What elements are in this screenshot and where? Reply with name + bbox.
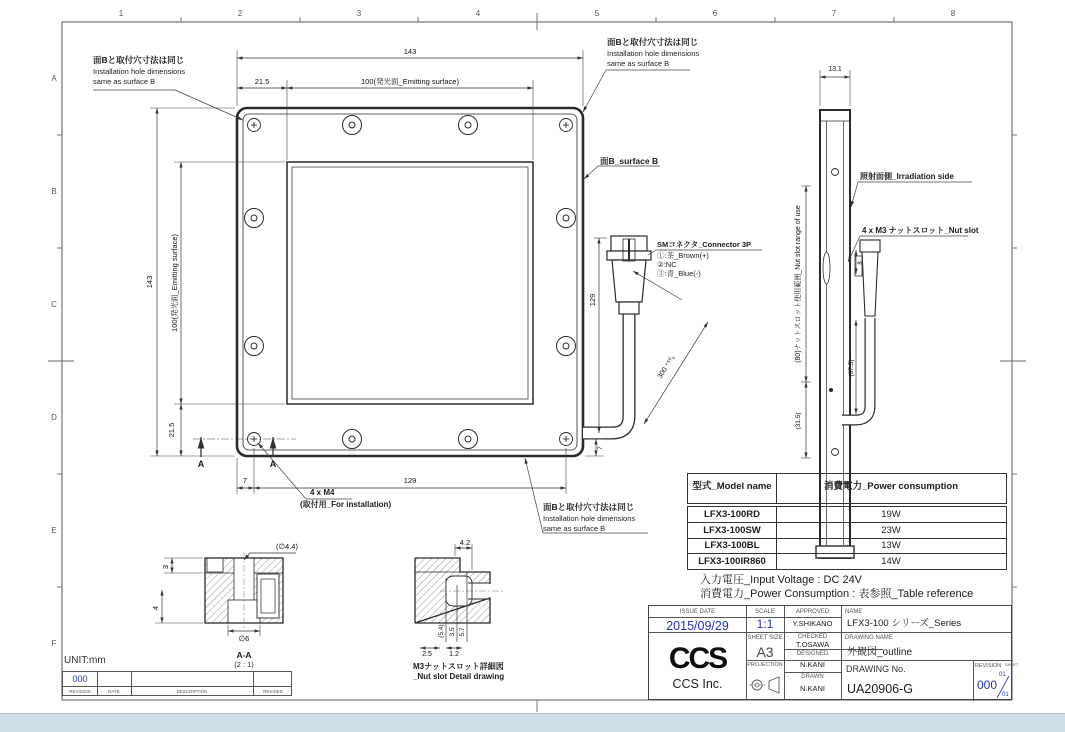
frame-col: 7: [831, 9, 837, 18]
section-mark-a-right: A: [269, 459, 277, 469]
company-name: CCS Inc.: [672, 677, 723, 691]
section-aa-view: [205, 552, 283, 630]
frame-col: 2: [237, 9, 243, 18]
table-row-power: 19W: [881, 509, 901, 520]
label-connector-pin2: ②:NC: [657, 260, 677, 269]
frame-row: C: [51, 300, 57, 309]
issue-date-value: 2015/09/29: [666, 619, 729, 633]
approved-value: Y.SHIKANO: [792, 619, 833, 628]
note-same-as-b-topright-en1: Installation hole dimensions: [607, 49, 700, 58]
frame-row: A: [51, 74, 57, 83]
section-mark-a-left: A: [197, 459, 205, 469]
dim-cable-7: 7: [597, 446, 604, 450]
issue-date-label: ISSUE DATE: [679, 609, 716, 615]
front-view: [237, 108, 583, 456]
designed-label: DESIGNED: [796, 651, 829, 657]
revision-history-revision-label: REVISION: [69, 689, 91, 694]
revision-value: 000: [977, 678, 998, 692]
dim-nd-5-4: (5.4): [438, 624, 445, 638]
third-angle-projection-symbol: [748, 672, 782, 698]
dim-nd-5-7: 5.7: [459, 627, 466, 637]
frame-col: 8: [950, 9, 956, 18]
dim-aa-4-4: (∅4.4): [276, 542, 298, 551]
sheet-size-label: SHEET SIZE: [747, 635, 783, 641]
note-power-consumption: 消費電力_Power Consumption : 表参照_Table reference: [700, 588, 974, 600]
sheet-size-value: A3: [756, 644, 774, 660]
note-same-as-b-bottom-en2: same as surface B: [543, 524, 606, 533]
drawn-label: DRAWN: [801, 674, 824, 680]
dim-nd-2-5: 2.5: [422, 651, 432, 658]
power-table-header: [687, 473, 1007, 504]
dim-front-top-21-5: 21.5: [254, 77, 270, 86]
note-same-as-b-topright-en2: same as surface B: [607, 59, 670, 68]
note-same-as-b-bottom-en1: Installation hole dimensions: [543, 514, 636, 523]
frame-row: F: [51, 639, 57, 648]
dim-nd-3-5: 3.5: [449, 627, 456, 637]
frame-col: 4: [475, 9, 481, 18]
label-irradiation-side: 照射面側_Irradiation side: [860, 172, 954, 181]
drawing-name-value: 外観図_outline: [847, 647, 913, 658]
table-row-model: LFX3-100IR860: [698, 555, 766, 567]
checked-label: CHECKED: [797, 634, 828, 640]
dim-aa-6: ∅6: [238, 634, 250, 643]
unit-label: UNIT:mm: [64, 655, 106, 666]
projection-label: PROJECTION: [747, 662, 783, 668]
drawn-value: N.KANI: [799, 684, 825, 693]
ccs-logo: CCS: [668, 642, 727, 675]
title-block: [648, 605, 1019, 700]
revision-history-date-label: DATE: [108, 689, 120, 694]
dim-front-bottom-129: 129: [403, 476, 417, 485]
note-nut-range: (80)ナットスロット使用範囲_Nut slot range of use: [795, 205, 802, 363]
power-table-body: [687, 506, 1007, 570]
dim-front-left-143: 143: [145, 275, 154, 289]
label-connector-pin1: ①:茶_Brown(+): [657, 251, 709, 260]
dim-front-bottom-7: 7: [242, 476, 248, 485]
nut-slot-detail-view: [415, 556, 505, 623]
label-connector-pin3: ③:青_Blue(-): [657, 269, 701, 278]
drawing-no-label: DRAWING No.: [846, 664, 906, 674]
drawing-no-value: UA20906-G: [847, 682, 914, 696]
frame-col: 6: [712, 9, 718, 18]
scale-label: SCALE: [755, 609, 775, 615]
label-connector-title: SMコネクタ_Connector 3P: [657, 240, 752, 249]
frame-row: B: [51, 187, 57, 196]
revision-history-description-label: DESCRIPTION: [176, 689, 208, 694]
dim-side-67-5: (67.5): [848, 359, 855, 377]
sm-connector-front: [607, 236, 651, 314]
frame-row: D: [51, 413, 57, 422]
label-section-aa: A-A: [236, 650, 252, 660]
frame-col: 5: [594, 9, 600, 18]
dim-side-13-1: 13.1: [828, 66, 842, 73]
revision-history-revised-label: REVISED: [263, 689, 283, 694]
dim-front-left-21-5: 21.5: [167, 422, 176, 438]
note-same-as-b-topleft-en1: Installation hole dimensions: [93, 67, 186, 76]
dim-side-31-5: (31.5): [795, 412, 802, 430]
label-section-scale: (2 : 1): [234, 660, 254, 669]
dim-front-top-143: 143: [403, 47, 417, 56]
table-row-model: LFX3-100RD: [704, 509, 760, 520]
table-row-power: 13W: [881, 540, 901, 551]
revision-bottom-value: 01: [1002, 692, 1009, 698]
revision-label: REVISION: [975, 663, 1002, 669]
label-m4-line1: 4 x M4: [310, 488, 335, 497]
name-value: LFX3-100 シリーズ_Series: [847, 618, 962, 629]
note-same-as-b-topleft: 面Bと取付穴寸法は同じ: [93, 55, 185, 65]
designed-value: N.KANI: [799, 660, 825, 669]
table-row-model: LFX3-100BL: [704, 540, 760, 551]
name-label: NAME: [845, 609, 863, 615]
approved-label: APPROVED: [795, 609, 830, 615]
dim-aa-3: 3: [161, 564, 170, 570]
table-row-power: 14W: [881, 555, 901, 567]
dim-front-left-100: 100(発光面_Emitting surface): [170, 234, 179, 332]
frame-col: 3: [356, 9, 362, 18]
dim-aa-4: 4: [151, 605, 160, 611]
power-table-col2-header: 消費電力_Power consumption: [823, 481, 959, 492]
dim-nd-4-2: 4.2: [459, 538, 471, 547]
note-same-as-b-topleft-en2: same as surface B: [93, 77, 156, 86]
note-same-as-b-topright: 面Bと取付穴寸法は同じ: [607, 37, 699, 47]
note-same-as-b-bottom: 面Bと取付穴寸法は同じ: [543, 502, 635, 512]
dim-front-top-100: 100(発光面_Emitting surface): [361, 77, 459, 86]
drawing-name-label: DRAWING NAME: [845, 635, 893, 641]
dim-cable-300: 300 ⁺⁵⁰₀: [656, 354, 677, 380]
sm-connector-side: [855, 240, 880, 316]
label-nut-slot: 4 x M3 ナットスロット_Nut slot: [862, 226, 979, 235]
label-nut-detail-line1: M3ナットスロット詳細図: [413, 662, 504, 671]
dim-side-8: 8: [858, 261, 864, 265]
frame-row: E: [51, 526, 57, 535]
revision-history-table: [62, 671, 292, 696]
table-row-power: 23W: [881, 524, 901, 536]
revision-history-value: 000: [72, 674, 88, 684]
note-input-voltage: 入力電圧_Input Voltage : DC 24V: [700, 574, 863, 586]
label-nut-detail-line2: _Nut slot Detail drawing: [413, 672, 505, 681]
cable-front: [583, 314, 629, 433]
scale-value: 1:1: [756, 617, 774, 631]
label-surface-b: 面B_surface B: [600, 156, 659, 166]
frame-col: 1: [118, 9, 124, 18]
power-table-col1-header: 型式_Model name: [692, 481, 772, 492]
bottom-background-strip: [0, 713, 1065, 732]
label-m4-line2: (取付用_For installation): [300, 500, 392, 509]
table-row-model: LFX3-100SW: [703, 524, 761, 536]
revision-sheet-label: SHEET: [1005, 662, 1019, 667]
revision-top-value: 01: [999, 672, 1006, 678]
checked-value: T.OSAWA: [795, 640, 830, 649]
dim-nd-1-2: 1.2: [449, 651, 459, 658]
dim-connector-129: 129: [588, 293, 597, 307]
